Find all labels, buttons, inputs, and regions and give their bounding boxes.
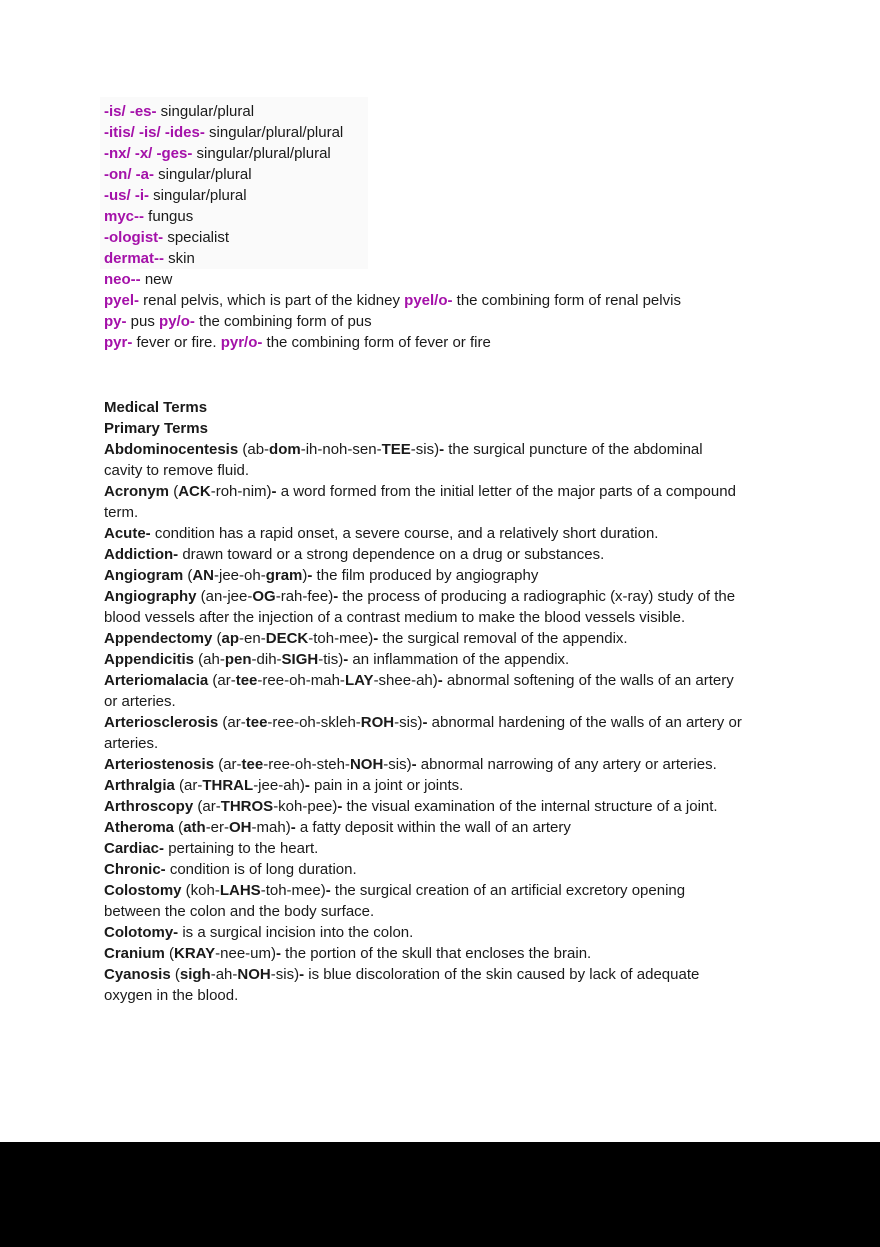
term-definition: Cardiac- pertaining to the heart.	[104, 840, 319, 857]
term-definition: Arthralgia (ar-THRAL-jee-ah)- pain in a joint or joints.	[104, 777, 464, 794]
prefix-entry: -us/ -i- singular/plural	[104, 187, 247, 204]
section-gap	[104, 353, 824, 397]
term-definition: Colotomy- is a surgical incision into the colon.	[104, 924, 414, 941]
term-definition: Colostomy (koh-LAHS-toh-mee)- the surgical creation of an artificial excretory opening between the colon and the body surface.	[104, 882, 686, 920]
prefix-entry: -itis/ -is/ -ides- singular/plural/plural	[104, 124, 344, 141]
term-definition: Appendicitis (ah-pen-dih-SIGH-tis)- an inflammation of the appendix.	[104, 651, 570, 668]
term-definition: Appendectomy (ap-en-DECK-toh-mee)- the surgical removal of the appendix.	[104, 630, 628, 647]
prefix-entry: -on/ -a- singular/plural	[104, 166, 252, 183]
prefix-entry: myc-- fungus	[104, 208, 194, 225]
primary-terms-heading: Primary Terms	[104, 420, 208, 437]
prefix-entry: pyel- renal pelvis, which is part of the kidney pyel/o- the combining form of renal pelvis	[104, 292, 681, 309]
term-definition: Chronic- condition is of long duration.	[104, 861, 357, 878]
term-definition: Acronym (ACK-roh-nim)- a word formed from the initial letter of the major parts of a compound term.	[104, 483, 736, 521]
prefix-entry: dermat-- skin	[104, 250, 195, 267]
term-definition: Arteriosclerosis (ar-tee-ree-oh-skleh-ROH-sis)- abnormal hardening of the walls of an artery or arteries.	[104, 714, 742, 752]
prefix-list	[104, 101, 824, 353]
term-definition: Acute- condition has a rapid onset, a severe course, and a relatively short duration.	[104, 525, 659, 542]
prefix-entry: neo-- new	[104, 271, 173, 288]
medical-terms-heading: Medical Terms	[104, 399, 208, 416]
prefix-entry: -nx/ -x/ -ges- singular/plural/plural	[104, 145, 331, 162]
term-definition: Cranium (KRAY-nee-um)- the portion of the skull that encloses the brain.	[104, 945, 592, 962]
term-definition: Addiction- drawn toward or a strong dependence on a drug or substances.	[104, 546, 605, 563]
term-definition: Angiogram (AN-jee-oh-gram)- the film produced by angiography	[104, 567, 539, 584]
bottom-black-bar	[0, 1142, 880, 1247]
document-content	[104, 101, 824, 1006]
term-definition: Abdominocentesis (ab-dom-ih-noh-sen-TEE-sis)- the surgical puncture of the abdominal cavity to remove fluid.	[104, 441, 703, 479]
prefix-entry: -is/ -es- singular/plural	[104, 103, 255, 120]
terms-list	[104, 439, 824, 1006]
prefix-entry: py- pus py/o- the combining form of pus	[104, 313, 372, 330]
term-definition: Arthroscopy (ar-THROS-koh-pee)- the visual examination of the internal structure of a joint.	[104, 798, 718, 815]
term-definition: Arteriomalacia (ar-tee-ree-oh-mah-LAY-shee-ah)- abnormal softening of the walls of an artery or arteries.	[104, 672, 734, 710]
term-definition: Arteriostenosis (ar-tee-ree-oh-steh-NOH-sis)- abnormal narrowing of any artery or arteries.	[104, 756, 717, 773]
term-definition: Atheroma (ath-er-OH-mah)- a fatty deposit within the wall of an artery	[104, 819, 571, 836]
term-definition: Cyanosis (sigh-ah-NOH-sis)- is blue discoloration of the skin caused by lack of adequate oxygen in the blood.	[104, 966, 700, 1004]
prefix-entry: pyr- fever or fire. pyr/o- the combining form of fever or fire	[104, 334, 491, 351]
term-definition: Angiography (an-jee-OG-rah-fee)- the process of producing a radiographic (x-ray) study of the blood vessels after the injection of a contrast medium to make the blood vessels visible.	[104, 588, 736, 626]
prefix-entry: -ologist- specialist	[104, 229, 230, 246]
